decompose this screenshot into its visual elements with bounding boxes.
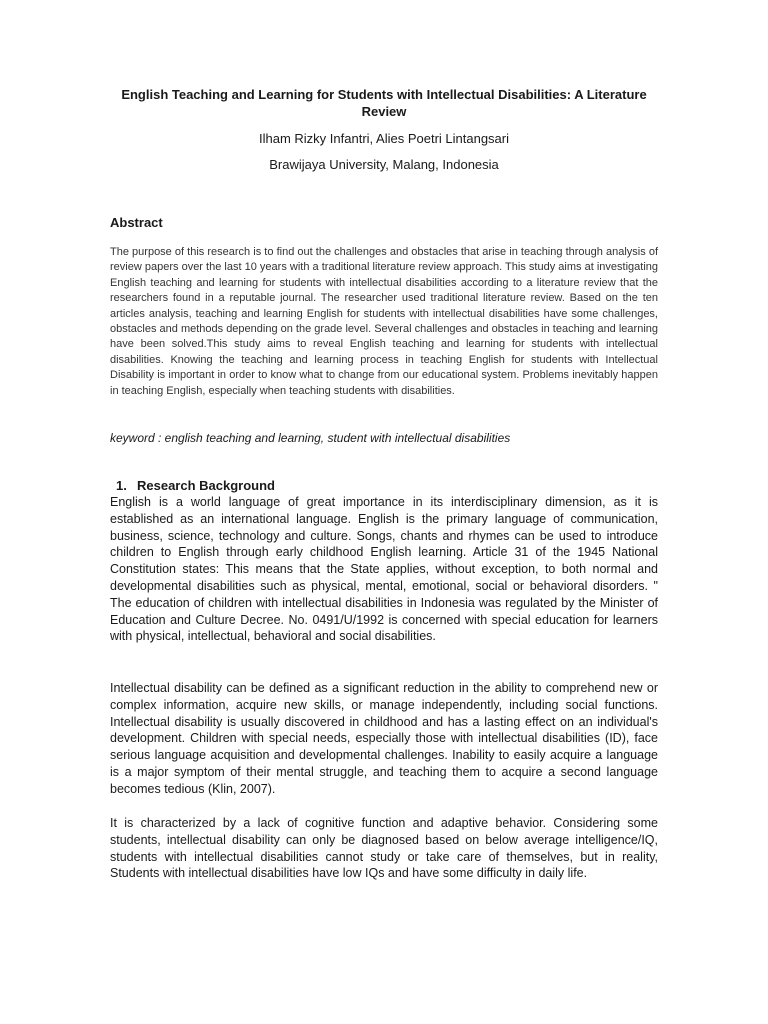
body-paragraph: Intellectual disability can be defined as a significant reduction in the ability to comprehend new or complex information, acquire new skills, or manage independently, including social functions. Intellectual disability is usually discovered in childhood and has a lasting effect on an individual's development. Children with special needs, especially those with intellectual disabilities (ID), face serious language acquisition and developmental challenges. Inability to easily acquire a language is a major symptom of their mental struggle, and teaching them to acquire a second language becomes tedious (Klin, 2007). [110,681,658,796]
body-paragraph: English is a world language of great importance in its interdisciplinary dimension, as it is established as an international language. English is the primary language of communication, business, science, technology and culture. Songs, chants and rhymes can be used to introduce children to English through early childhood English learning. Article 31 of the 1945 National Constitution states: This means that the State applies, without exception, to both normal and developmental disabilities such as physical, mental, emotional, social or behavioral disorders. " The education of children with intellectual disabilities in Indonesia was regulated by the Minister of Education and Culture Decree. No. 0491/U/1992 is concerned with special education for learners with physical, intellectual, behavioral and social disabilities. [110,495,658,644]
section-title: Research Background [137,478,275,493]
section-heading-research-background [116,478,275,494]
body-paragraph: It is characterized by a lack of cognitive function and adaptive behavior. Considering some students, intellectual disability can only be diagnosed based on below average intelligence/IQ, students with intellectual disabilities cannot study or take care of themselves, but in reality, Students with intellectual disabilities have low IQs and have some difficulty in daily life. [110,816,658,881]
abstract-body: The purpose of this research is to find out the challenges and obstacles that arise in teaching through analysis of review papers over the last 10 years with a traditional literature review approach. This study aims at investigating English teaching and learning for students with intellectual disabilities according to a literature review that the researchers found in a reputable journal. The researcher used traditional literature review. Based on the ten articles analysis, teaching and learning English for students with intellectual disabilities have some challenges, obstacles and methods depending on the grade level. Several challenges and obstacles in teaching and learning have been solved.This study aims to reveal English teaching and learning for students with intellectual disabilities. Knowing the teaching and learning process in teaching English for students with Intellectual Disability is important in order to know what to change from our educational system. Problems inevitably happen in teaching English, especially when teaching students with disabilities. [110,246,658,397]
section-number: 1. [116,478,127,493]
paper-title: English Teaching and Learning for Students with Intellectual Disabilities: A Literature Review [121,87,647,119]
abstract-heading: Abstract [110,215,163,230]
keywords-line: keyword : english teaching and learning, student with intellectual disabilities [110,431,511,445]
paper-affiliation: Brawijaya University, Malang, Indonesia [269,157,499,172]
paper-authors: Ilham Rizky Infantri, Alies Poetri Lintangsari [259,131,509,146]
